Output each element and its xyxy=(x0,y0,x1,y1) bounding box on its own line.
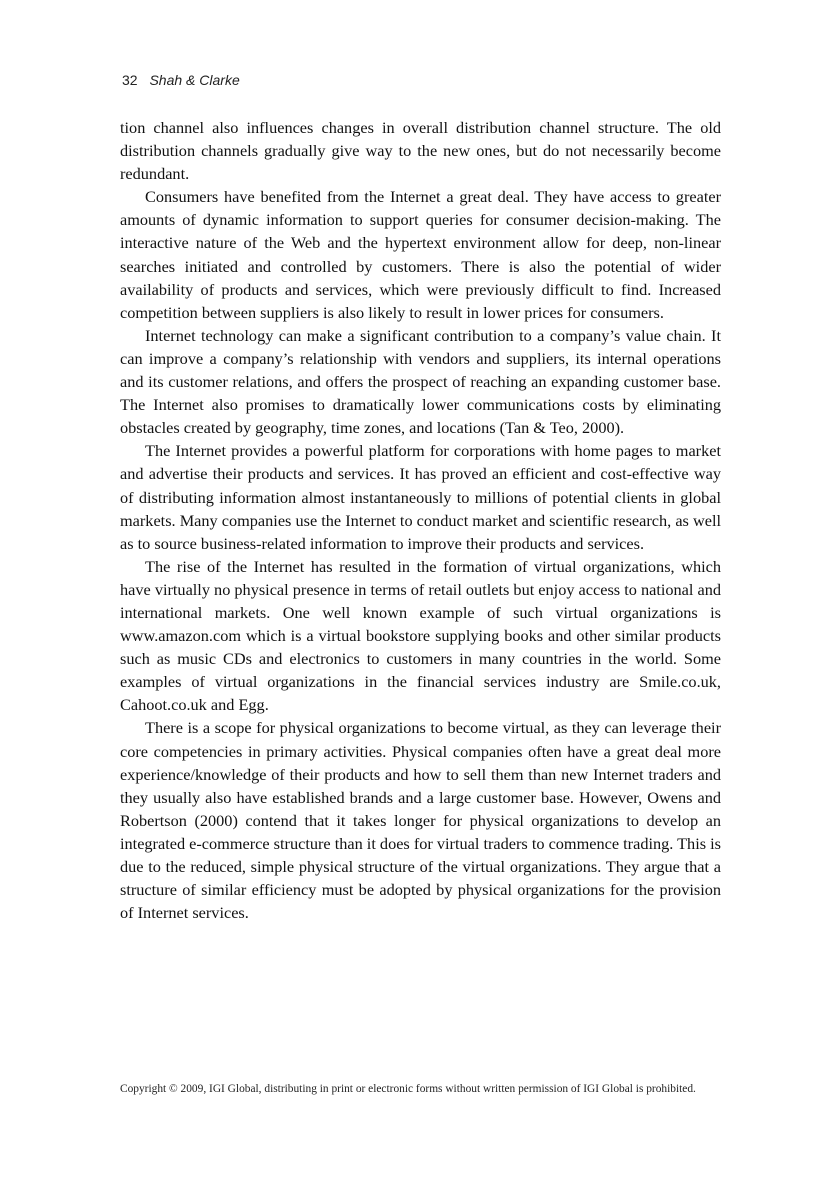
paragraph-value-chain: Internet technology can make a significant contribution to a company’s value chain. It can improve a company’s relationship with vendors and suppliers, its internal operations and its customer relations, and offers the prospect of reaching an expanding customer base. The Internet also promises to dramatically lower communications costs by eliminating obstacles created by geography, time zones, and locations (Tan & Teo, 2000). xyxy=(120,325,721,438)
running-header-authors: Shah & Clarke xyxy=(149,72,240,88)
page-number: 32 xyxy=(122,72,138,88)
copyright-footer: Copyright © 2009, IGI Global, distributing in print or electronic forms without written permission of IGI Global is prohibited. xyxy=(120,1083,696,1095)
body-text xyxy=(120,116,721,924)
running-header xyxy=(122,72,240,88)
paragraph-continuation: tion channel also influences changes in overall distribution channel structure. The old distribution channels gradually give way to the new ones, but do not necessarily become redundant. xyxy=(120,118,721,184)
paragraph-virtual-organizations: The rise of the Internet has resulted in the formation of virtual organizations, which have virtually no physical presence in terms of retail outlets but enjoy access to national and international markets. One well known example of such virtual organizations is www.amazon.com which is a virtual bookstore supplying books and other similar products such as music CDs and electronics to customers in many countries in the world. Some examples of virtual organizations in the financial services industry are Smile.co.uk, Cahoot.co.uk and Egg. xyxy=(120,556,721,715)
paragraph-physical-organizations: There is a scope for physical organizations to become virtual, as they can leverage their core competencies in primary activities. Physical companies often have a great deal more experience/knowledge of their products and how to sell them than new Internet traders and they usually also have established brands and a large customer base. However, Owens and Robertson (2000) contend that it takes longer for physical organizations to develop an integrated e-commerce structure than it does for virtual traders to commence trading. This is due to the reduced, simple physical structure of the virtual organizations. They argue that a structure of similar efficiency must be adopted by physical organizations for the provision of Internet services. xyxy=(120,718,721,923)
paragraph-consumers: Consumers have benefited from the Internet a great deal. They have access to greater amounts of dynamic information to support queries for consumer decision-making. The interactive nature of the Web and the hypertext environment allow for deep, non-linear searches initiated and controlled by customers. There is also the potential of wider availability of products and services, which were previously difficult to find. Increased competition between suppliers is also likely to result in lower prices for consumers. xyxy=(120,187,721,322)
paragraph-platform: The Internet provides a powerful platform for corporations with home pages to market and advertise their products and services. It has proved an efficient and cost-effective way of distributing information almost instantaneously to millions of potential clients in global markets. Many companies use the Internet to conduct market and scientific research, as well as to source business-related information to improve their products and services. xyxy=(120,441,721,553)
